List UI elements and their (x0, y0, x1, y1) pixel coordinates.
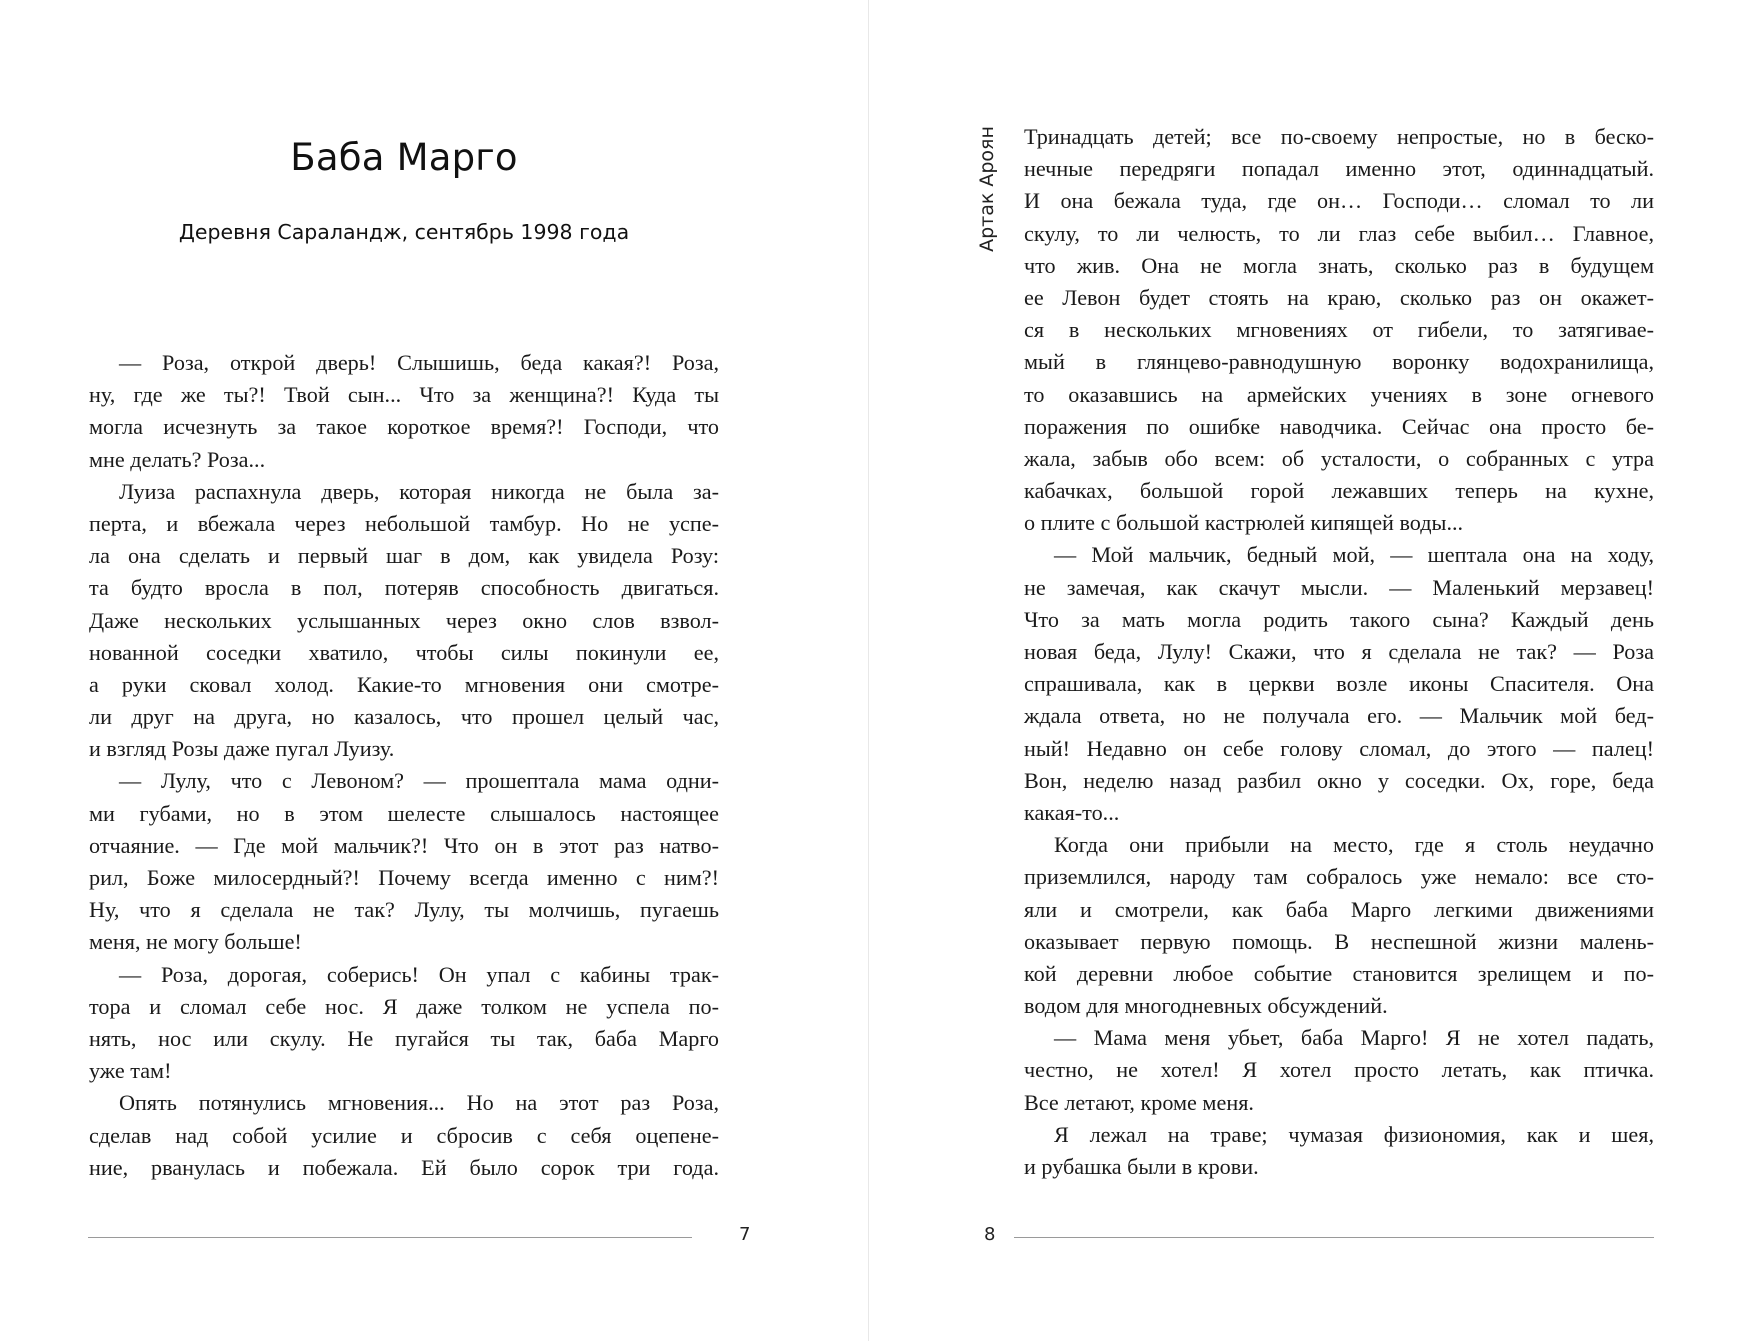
text-line: и взгляд Розы даже пугал Луизу. (89, 736, 395, 762)
text-line: не замечая, как скачут мысли. — Маленький мерзавец! (1024, 574, 1654, 600)
text-line: сделав над собой усилие и сбросив с себя оцепене- (89, 1122, 719, 1148)
text-line: новая беда, Лулу! Скажи, что я сделала не так? — Роза (1024, 639, 1654, 664)
text-line: тора и сломал себе нос. Я даже толком не успела по- (89, 993, 719, 1019)
text-line: ный! Недавно он себе голову сломал, до этого — палец! (1024, 735, 1654, 761)
running-head-author: Артак Ароян (976, 126, 998, 252)
page-number: 7 (739, 1224, 751, 1245)
text-line: какая-то... (1024, 799, 1120, 825)
running-head (973, 124, 1001, 254)
text-line: нечные передряги попадал именно этот, одиннадцатый. (1024, 156, 1654, 182)
text-line: приземлился, народу там собралось уже немало: все сто- (1024, 864, 1654, 890)
text-line: ла она сделать и первый шаг в дом, как увидела Розу: (89, 543, 719, 569)
left-page-text (89, 347, 719, 1184)
text-line: Все летают, кроме меня. (1024, 1089, 1254, 1115)
text-line: что жив. Она не могла знать, сколько раз в будущем (1024, 252, 1654, 278)
text-line: ми губами, но в этом шелесте слышалось настоящее (89, 800, 719, 826)
text-line: яли и смотрели, как баба Марго легкими движениями (1024, 896, 1654, 922)
text-line: а руки сковал холод. Какие-то мгновения они смотре- (89, 671, 719, 697)
text-line: — Мама меня убьет, баба Марго! Я не хотел падать, (1054, 1025, 1654, 1051)
text-line: кой деревни любое событие становится зрелищем и по- (1024, 960, 1654, 986)
right-page (869, 0, 1737, 1341)
text-line: Луиза распахнула дверь, которая никогда не была за- (119, 478, 719, 504)
text-line: нять, нос или скулу. Не пугайся ты так, баба Марго (89, 1025, 719, 1051)
text-line: ся в нескольких мгновениях от гибели, то затягивае- (1024, 317, 1654, 343)
text-line: перта, и вбежала через небольшой тамбур. Но не успе- (89, 510, 719, 536)
text-line: ее Левон будет стоять на краю, сколько раз он окажет- (1024, 284, 1654, 310)
text-line: жала, забыв обо всем: об усталости, о собранных с утра (1024, 445, 1654, 471)
footer-rule (88, 1237, 692, 1238)
text-line: — Роза, открой дверь! Слышишь, беда какая?! Роза, (119, 350, 719, 375)
text-line: отчаяние. — Где мой мальчик?! Что он в этот раз натво- (89, 832, 719, 858)
text-line: Я лежал на траве; чумазая физиономия, как и шея, (1054, 1121, 1654, 1147)
text-line: мый в глянцево-равнодушную воронку водохранилища, (1024, 349, 1654, 375)
chapter-title: Баба Марго (290, 136, 518, 179)
text-line: — Лулу, что с Левоном? — прошептала мама одни- (119, 768, 719, 794)
text-line: кабачках, большой горой лежавших теперь на кухне, (1024, 478, 1654, 504)
text-line: И она бежала туда, где он… Господи… сломал то ли (1024, 188, 1654, 214)
text-line: ну, где же ты?! Твой сын... Что за женщина?! Куда ты (89, 382, 719, 408)
text-line: скулу, то ли челюсть, то ли глаз себе выбил… Главное, (1024, 220, 1654, 246)
page-number: 8 (984, 1224, 996, 1245)
text-line: — Мой мальчик, бедный мой, — шептала она на ходу, (1054, 542, 1654, 568)
text-line: то оказавшись на армейских учениях в зоне огневого (1024, 381, 1654, 407)
text-line: водом для многодневных обсуждений. (1024, 993, 1388, 1019)
text-line: ждала ответа, но не получала его. — Мальчик мой бед- (1024, 703, 1654, 729)
text-line: Когда они прибыли на место, где я столь неудачно (1054, 832, 1654, 858)
text-line: Что за мать могла родить такого сына? Каждый день (1024, 606, 1654, 632)
footer-rule (1014, 1237, 1654, 1238)
text-line: уже там! (89, 1058, 172, 1084)
right-page-text (1024, 121, 1654, 1183)
text-line: спрашивала, как в церкви возле иконы Спасителя. Она (1024, 671, 1654, 697)
text-line: Тринадцать детей; все по-своему непростые, но в беско- (1024, 124, 1654, 149)
chapter-subtitle: Деревня Сараландж, сентябрь 1998 года (178, 220, 630, 244)
text-line: Опять потянулись мгновения... Но на этот раз Роза, (119, 1090, 719, 1116)
text-line: — Роза, дорогая, соберись! Он упал с кабины трак- (119, 961, 719, 987)
text-line: ли друг на друга, но казалось, что прошел целый час, (89, 704, 719, 730)
text-line: честно, не хотел! Я хотел просто летать, как птичка. (1024, 1057, 1654, 1083)
text-line: Ну, что я сделала не так? Лулу, ты молчишь, пугаешь (89, 897, 719, 923)
text-line: Вон, неделю назад разбил окно у соседки. Ох, горе, беда (1024, 767, 1654, 793)
text-line: Даже нескольких услышанных через окно слов взвол- (89, 607, 719, 633)
text-line: и рубашка были в крови. (1024, 1154, 1259, 1179)
text-line: ние, рванулась и побежала. Ей было сорок три года. (89, 1154, 719, 1180)
text-line: о плите с большой кастрюлей кипящей воды... (1024, 510, 1464, 536)
text-line: мне делать? Роза... (89, 446, 266, 472)
text-line: оказывает первую помощь. В неспешной жизни малень- (1024, 928, 1654, 954)
text-line: могла исчезнуть за такое короткое время?! Господи, что (89, 414, 719, 440)
left-page (0, 0, 868, 1341)
text-line: нованной соседки хватило, чтобы силы покинули ее, (89, 639, 719, 665)
text-line: та будто вросла в пол, потеряв способность двигаться. (89, 575, 719, 601)
text-line: поражения по ошибке наводчика. Сейчас она просто бе- (1024, 413, 1654, 439)
text-line: меня, не могу больше! (89, 929, 302, 955)
text-line: рил, Боже милосердный?! Почему всегда именно с ним?! (89, 865, 719, 890)
